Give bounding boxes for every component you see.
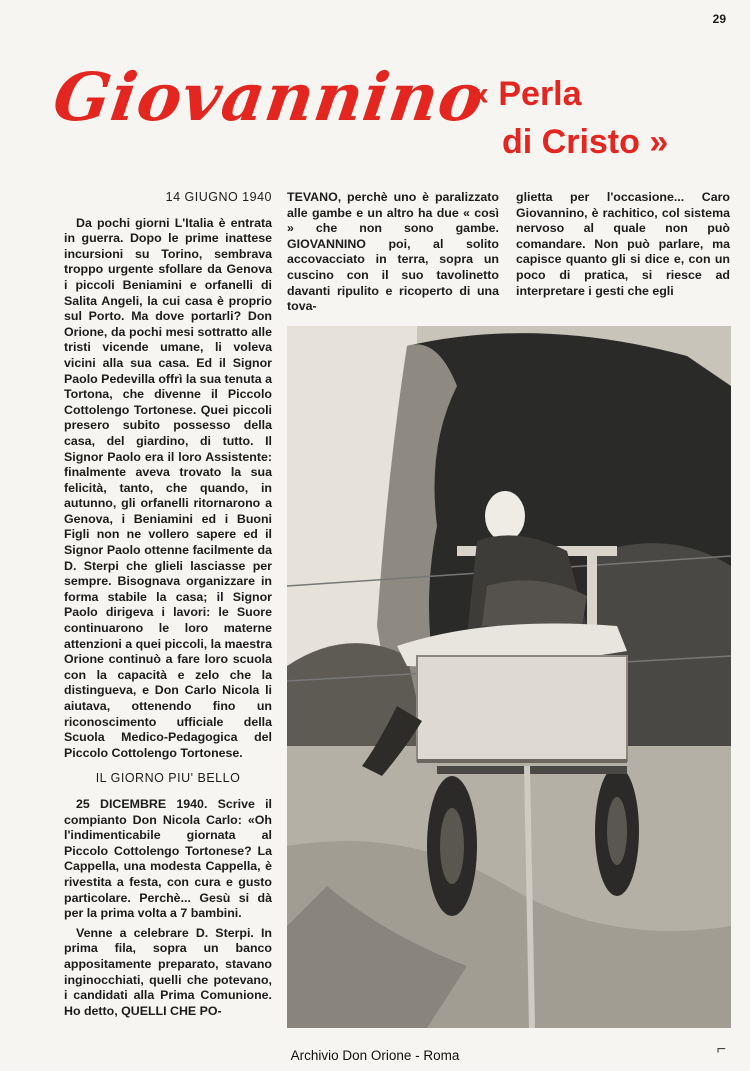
subtitle-line-2: di Cristo » bbox=[502, 123, 669, 161]
text-column-1 bbox=[64, 190, 272, 1023]
paragraph: glietta per l'occasione... Caro Giovannino, è rachitico, col sistema nervoso al quale non può comandare. Non può parlare, ma capisce quanto gli si dice e, con un poco di pratica, si riesce ad interpretare i gesti che egli bbox=[516, 190, 730, 298]
date-heading: 14 GIUGNO 1940 bbox=[165, 190, 272, 204]
article-title: Giovannino bbox=[48, 58, 490, 136]
page-number: 29 bbox=[712, 12, 726, 26]
archive-footer: Archivio Don Orione - Roma bbox=[290, 1048, 460, 1063]
section-heading: IL GIORNO PIU' BELLO bbox=[95, 771, 241, 786]
article-photo bbox=[287, 326, 731, 1028]
paragraph: TEVANO, perchè uno è paralizzato alle gambe e un altro ha due « così » che non sono gambe. GIOVANNINO poi, al solito accovacciato in terra, sopra un cuscino con il suo tavolinetto davanti ripulito e ricoperto di una tova- bbox=[287, 190, 499, 314]
paragraph: 25 DICEMBRE 1940. Scrive il compianto Don Nicola Carlo: «Oh l'indimenticabile giornata al Piccolo Cottolengo Tortonese? La Cappella, una modesta Cappella, è rivestita a festa, con cura e gusto particolare. Perchè... Gesù si dà per la prima volta a 7 bambini. bbox=[64, 796, 272, 921]
paragraph: Venne a celebrare D. Sterpi. In prima fila, sopra un banco appositamente preparato, stavano inginocchiati, quelli che potevano, i candidati alla Prima Comunione. Ho detto, QUELLI CHE PO- bbox=[64, 925, 272, 1018]
photo-illustration bbox=[287, 326, 731, 1028]
corner-mark-icon: ⌐ bbox=[716, 1041, 726, 1058]
subtitle-line-1: « Perla bbox=[470, 75, 582, 113]
article-subtitle bbox=[470, 70, 740, 166]
text-column-3 bbox=[516, 190, 730, 303]
paragraph: Da pochi giorni L'Italia è entrata in guerra. Dopo le prime inattese incursioni su Torino, sembrava troppo urgente sfollare da Genova i piccoli Beniamini e orfanelli di Salita Angeli, la cui casa è proprio sul Porto. Ma dove portarli? Don Orione, da pochi mesi sottratto alle tristi vicende umane, li voleva vicini alla sua casa. Ed il Signor Paolo Pedevilla offrì la sua tenuta a Tortona, che divenne il Piccolo Cottolengo Tortonese. Quei piccoli presero subito possesso della casa, del giardino, di tutto. Il Signor Paolo era il loro Assistente: finalmente aveva trovato la sua felicità, tanto, che quando, in autunno, gli orfanelli ritornarono a Genova, i Beniamini ed i Buoni Figli non ne vollero sapere ed il Signor Paolo ottenne facilmente da D. Sterpi che glieli lasciasse per sempre. Bisognava organizzare in forma stabile la casa; il Signor Paolo dirigeva i lavori: le Suore continuarono le loro materne attenzioni a quei piccoli, la maestra Orione continuò a fare loro scuola con la capacità e zelo che la distingueva, e Don Carlo Nicola li aiutava, ottenendo fino un riconoscimento ufficiale della Scuola Medico-Pedagogica del Piccolo Cottolengo Tortonese. bbox=[64, 215, 272, 760]
text-column-2 bbox=[287, 190, 499, 319]
